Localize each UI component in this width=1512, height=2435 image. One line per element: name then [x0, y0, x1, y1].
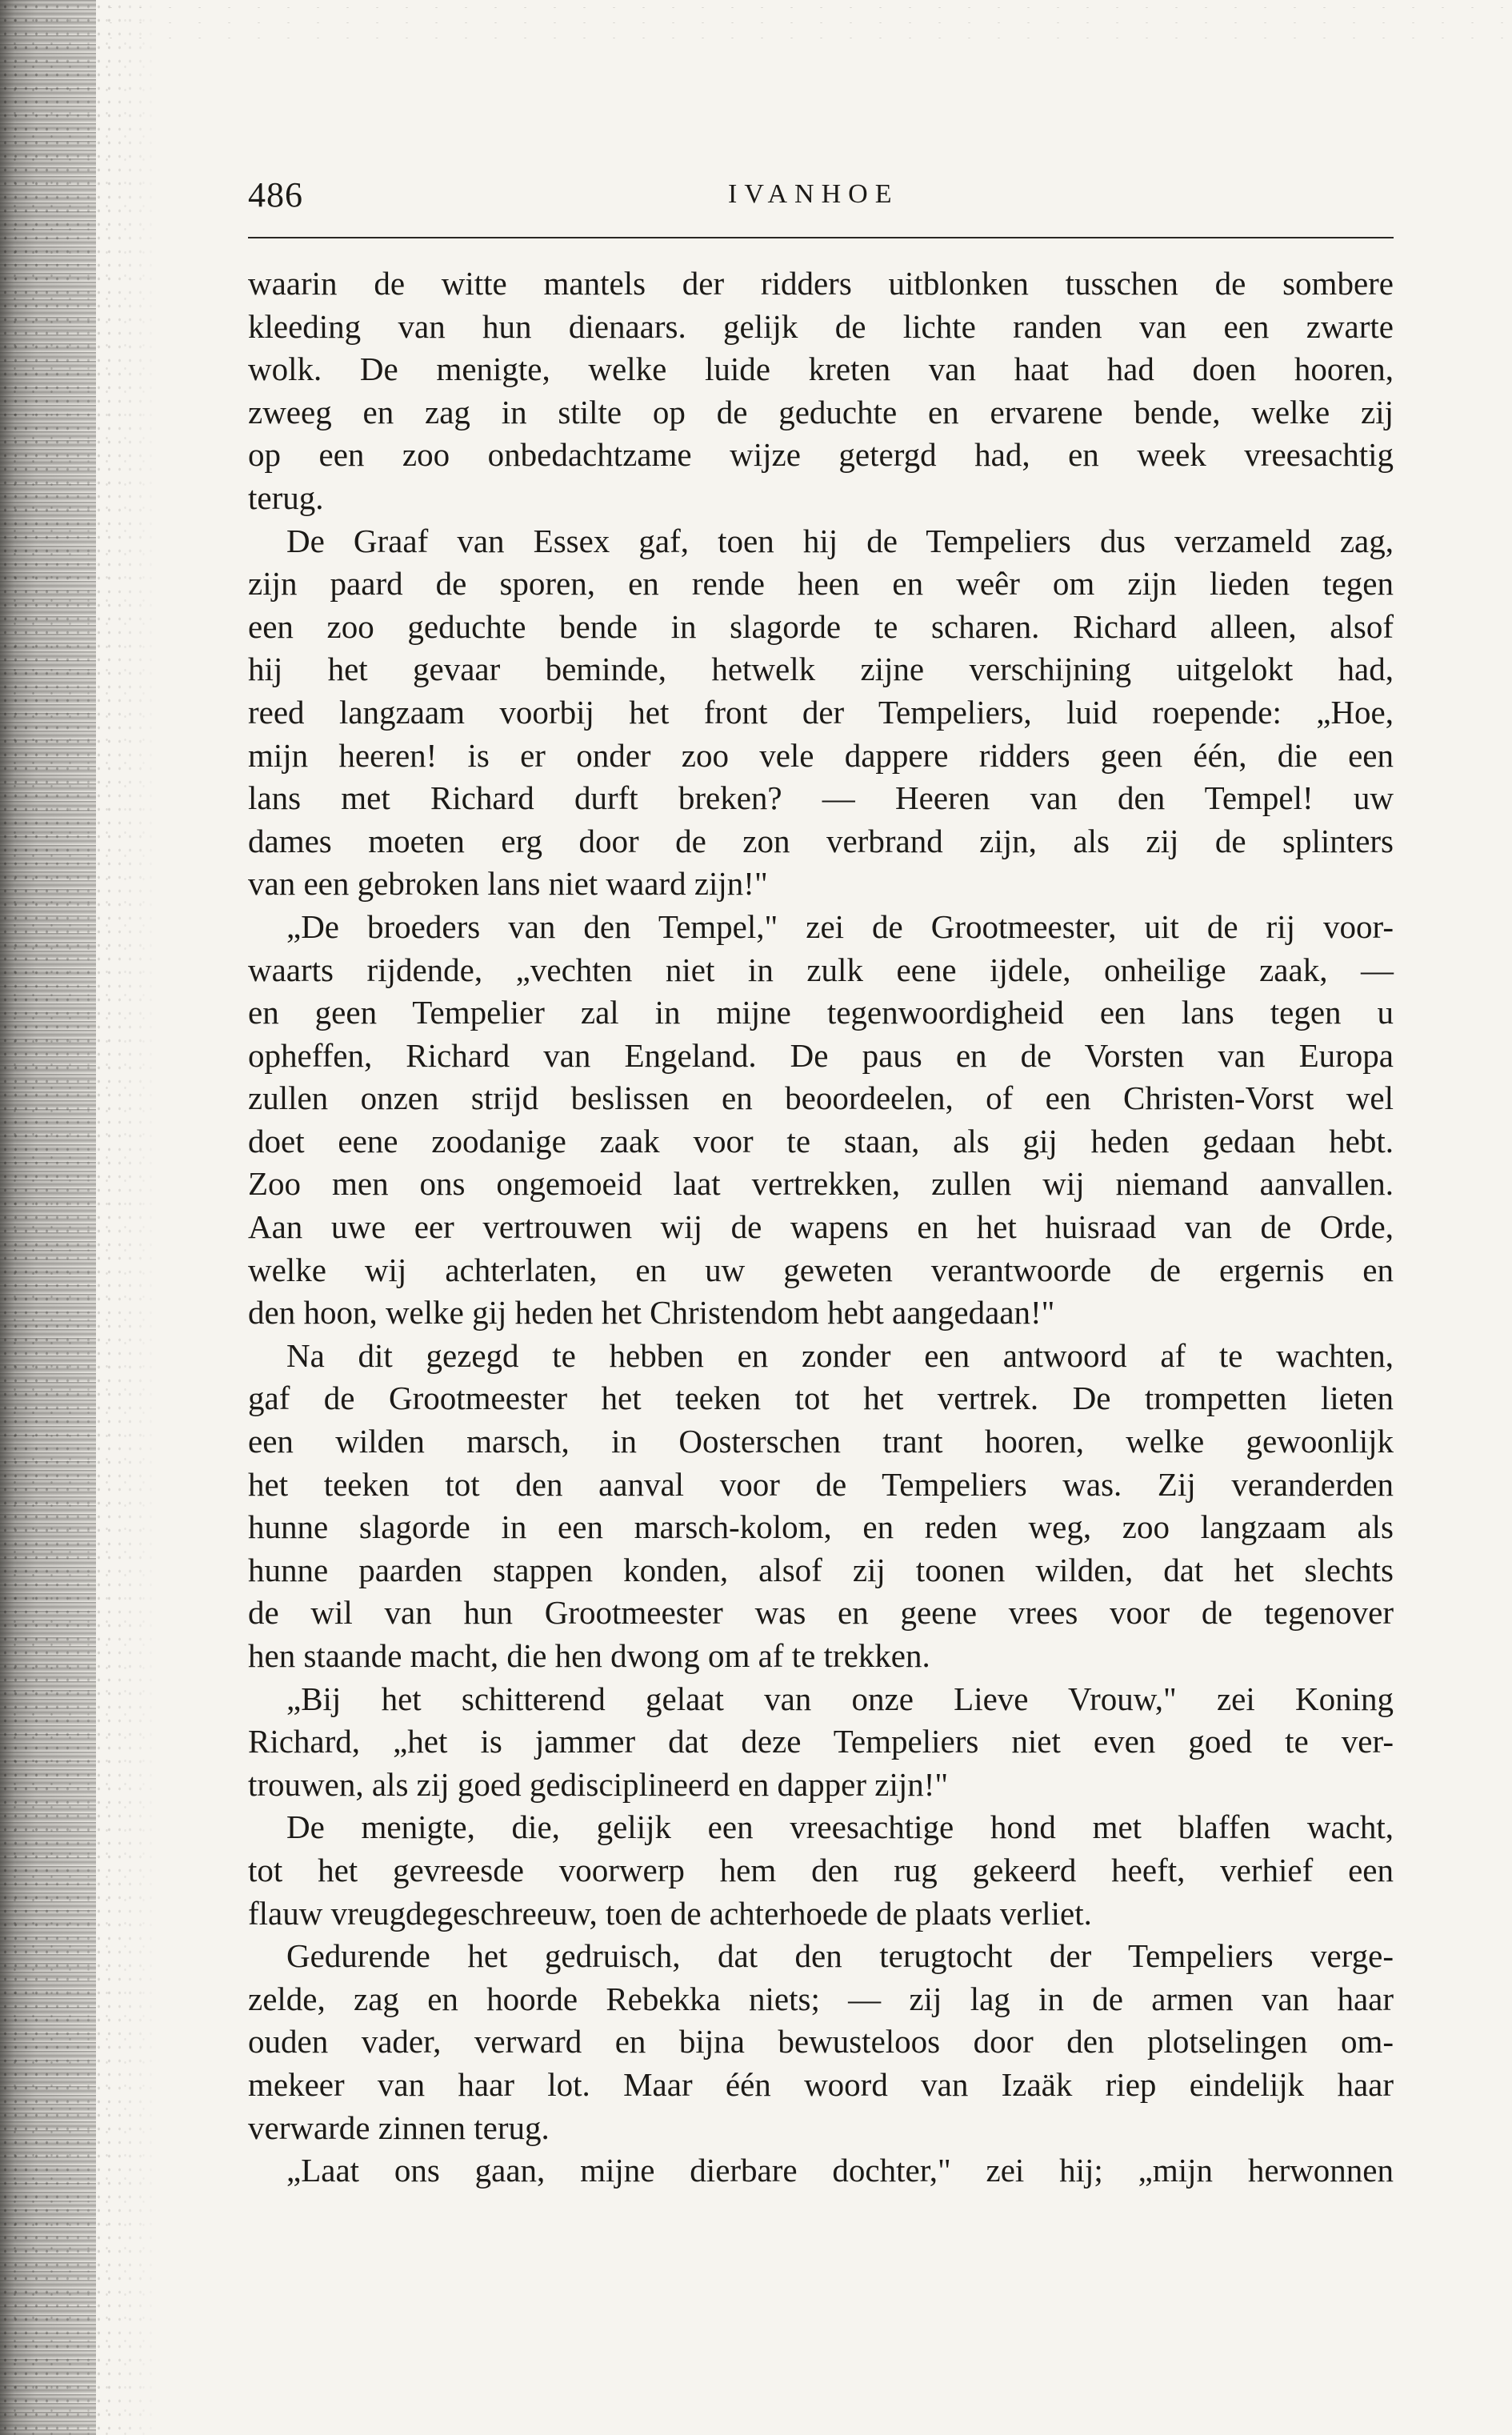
- text-line: welke wij achterlaten, en uw geweten verantwoorde de ergernis en: [248, 1251, 1394, 1288]
- text-line: Aan uwe eer vertrouwen wij de wapens en het huisraad van de Orde,: [248, 1208, 1394, 1246]
- text-line: lans met Richard durft breken? — Heeren van den Tempel! uw: [248, 779, 1394, 817]
- text-line: opheffen, Richard van Engeland. De paus en de Vorsten van Europa: [248, 1036, 1394, 1074]
- text-line: dames moeten erg door de zon verbrand zijn, als zij de splinters: [248, 822, 1394, 859]
- text-line: De Graaf van Essex gaf, toen hij de Tempeliers dus verzameld zag,: [286, 522, 1394, 559]
- text-line: trouwen, als zij goed gedisciplineerd en dapper zijn!": [248, 1765, 949, 1803]
- text-line: kleeding van hun dienaars. gelijk de lichte randen van een zwarte: [248, 307, 1394, 345]
- text-line: „Laat ons gaan, mijne dierbare dochter," zei hij; „mijn herwonnen: [286, 2152, 1394, 2189]
- text-line: zweeg en zag in stilte op de geduchte en ervarene bende, welke zij: [248, 393, 1394, 431]
- header-rule: [248, 237, 1394, 238]
- running-header: [248, 174, 1394, 230]
- text-line: een zoo geduchte bende in slagorde te scharen. Richard alleen, alsof: [248, 607, 1394, 645]
- text-line: wolk. De menigte, welke luide kreten van haat had doen hooren,: [248, 350, 1394, 388]
- text-line: een wilden marsch, in Oosterschen trant hooren, welke gewoonlijk: [248, 1423, 1394, 1460]
- text-line: hunne paarden stappen konden, alsof zij toonen wilden, dat het slechts: [248, 1551, 1394, 1588]
- text-line: Richard, „het is jammer dat deze Tempeliers niet even goed te ver-: [248, 1723, 1394, 1760]
- text-line: op een zoo onbedachtzame wijze getergd had, en week vreesachtig: [248, 436, 1394, 474]
- text-line: waarin de witte mantels der ridders uitblonken tusschen de sombere: [248, 265, 1394, 302]
- text-line: flauw vreugdegeschreeuw, toen de achterhoede de plaats verliet.: [248, 1894, 1092, 1932]
- text-line: Zoo men ons ongemoeid laat vertrekken, zullen wij niemand aanvallen.: [248, 1165, 1394, 1203]
- page-number: 486: [248, 175, 303, 214]
- text-line: den hoon, welke gij heden het Christendom hebt aangedaan!": [248, 1294, 1055, 1332]
- text-line: van een gebroken lans niet waard zijn!": [248, 865, 768, 903]
- text-line: reed langzaam voorbij het front der Tempeliers, luid roepende: „Hoe,: [248, 693, 1394, 731]
- body-text: [248, 262, 1394, 2193]
- text-line: hen staande macht, die hen dwong om af te trekken.: [248, 1637, 930, 1674]
- text-line: Gedurende het gedruisch, dat den terugtocht der Tempeliers verge-: [286, 1937, 1394, 1975]
- text-line: de wil van hun Grootmeester was en geene vrees voor de tegenover: [248, 1594, 1394, 1632]
- text-line: hij het gevaar beminde, hetwelk zijne verschijning uitgelokt had,: [248, 651, 1394, 688]
- running-title: IVANHOE: [728, 179, 899, 209]
- text-line: en geen Tempelier zal in mijne tegenwoordigheid een lans tegen u: [248, 994, 1394, 1031]
- text-line: De menigte, die, gelijk een vreesachtige hond met blaffen wacht,: [286, 1808, 1394, 1846]
- text-line: hunne slagorde in een marsch-kolom, en reden weg, zoo langzaam als: [248, 1508, 1394, 1546]
- text-line: mijn heeren! is er onder zoo vele dappere ridders geen één, die een: [248, 736, 1394, 774]
- text-line: „De broeders van den Tempel," zei de Grootmeester, uit de rij voor-: [286, 907, 1394, 945]
- text-line: Na dit gezegd te hebben en zonder een antwoord af te wachten,: [286, 1336, 1394, 1374]
- text-line: zelde, zag en hoorde Rebekka niets; — zij lag in de armen van haar: [248, 1980, 1394, 2017]
- text-line: doet eene zoodanige zaak voor te staan, als gij heden gedaan hebt.: [248, 1122, 1394, 1159]
- text-line: ouden vader, verward en bijna bewusteloos door den plotselingen om-: [248, 2023, 1394, 2061]
- text-line: zullen onzen strijd beslissen en beoordeelen, of een Christen-Vorst wel: [248, 1079, 1394, 1117]
- text-line: tot het gevreesde voorwerp hem den rug gekeerd heeft, verhief een: [248, 1851, 1394, 1888]
- text-line: zijn paard de sporen, en rende heen en weêr om zijn lieden tegen: [248, 565, 1394, 603]
- text-line: terug.: [248, 479, 324, 516]
- text-line: gaf de Grootmeester het teeken tot het vertrek. De trompetten lieten: [248, 1380, 1394, 1417]
- text-line: waarts rijdende, „vechten niet in zulk eene ijdele, onheilige zaak, —: [248, 951, 1394, 988]
- text-line: „Bij het schitterend gelaat van onze Lieve Vrouw," zei Koning: [286, 1680, 1394, 1717]
- scan-top-speckle: [96, 0, 1512, 48]
- text-line: verwarde zinnen terug.: [248, 2109, 550, 2146]
- scan-edge-speckle: [0, 0, 160, 2435]
- text-line: het teeken tot den aanval voor de Tempeliers was. Zij veranderden: [248, 1465, 1394, 1503]
- text-line: mekeer van haar lot. Maar één woord van Izaäk riep eindelijk haar: [248, 2065, 1394, 2103]
